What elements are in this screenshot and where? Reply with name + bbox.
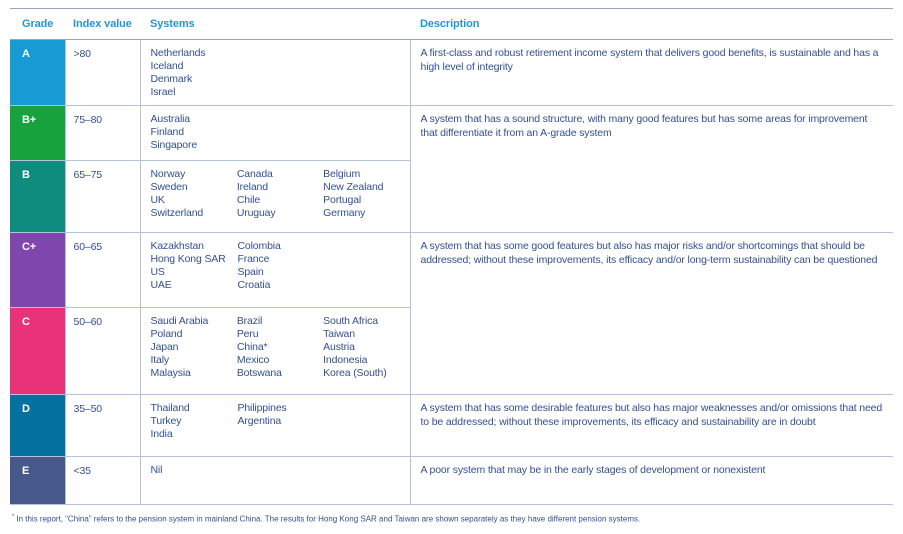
systems-column [151,315,237,380]
system-name: Malaysia [150,367,191,379]
system-name: Mexico [236,354,270,366]
grade-cell: B+ [10,106,65,161]
index-value-cell: 50–60 [65,308,140,395]
systems-column [151,402,238,441]
systems-column [237,168,323,220]
systems-column [238,402,325,441]
system-name: Switzerland [150,207,204,219]
description-cell: A system that has a sound structure, with many good features but has some areas for improvement that differentiate it from an A-grade system [410,106,893,233]
header-row [10,9,893,40]
systems-column [151,113,238,152]
system-name: Iceland [150,60,184,72]
system-name: Colombia [237,240,281,252]
grade-row-C+ [10,233,893,308]
system-name: Poland [150,328,183,340]
systems-column [238,240,325,292]
systems-column [151,464,238,477]
system-name: South Africa [323,315,378,327]
grade-row-B+ [10,106,893,161]
header-index-value: Index value [65,9,140,40]
grade-cell: B [10,161,65,233]
index-value-cell: <35 [65,457,140,505]
system-name: Argentina [237,415,282,427]
grade-cell: E [10,457,65,505]
system-name: Korea (South) [323,367,387,379]
systems-column [151,47,238,99]
systems-column [237,315,323,380]
system-name: China* [236,341,268,353]
systems-column [151,168,237,220]
system-name: Spain [237,266,264,278]
system-name: Croatia [237,279,271,291]
system-name: Turkey [150,415,182,427]
system-name: US [150,266,165,278]
system-name: Saudi Arabia [150,315,209,327]
grade-cell: D [10,395,65,457]
system-name: UK [150,194,165,206]
pension-grade-table [10,8,893,505]
systems-column [151,240,238,292]
description-cell: A poor system that may be in the early stages of development or nonexistent [410,457,893,505]
index-value-cell: 75–80 [65,106,140,161]
systems-cell [140,233,410,308]
system-name: Uruguay [236,207,276,219]
index-value-cell: 65–75 [65,161,140,233]
system-name: Thailand [150,402,190,414]
systems-cell [140,106,410,161]
grade-cell: C+ [10,233,65,308]
system-name: Denmark [150,73,193,85]
description-cell: A system that has some desirable features but also has major weaknesses and/or omissions that need to be addressed; without these improvements, its efficacy and sustainability are in doubt [410,395,893,457]
system-name: Israel [150,86,176,98]
grade-row-A [10,40,893,106]
system-name: Belgium [323,168,361,180]
system-name: Kazakhstan [150,240,204,252]
index-value-cell: 60–65 [65,233,140,308]
description-cell: A system that has some good features but also has major risks and/or shortcomings that should be addressed; without these improvements, its efficacy and/or long-term sustainability can be questioned [410,233,893,395]
footnote-text: In this report, “China” refers to the pension system in mainland China. The results for Hong Kong SAR and Taiwan are shown separately as they have different pension systems. [16,514,641,524]
system-name: Brazil [236,315,263,327]
system-name: Philippines [237,402,287,414]
system-name: Peru [236,328,259,340]
system-name: Nil [150,464,163,476]
header-grade: Grade [10,9,65,40]
system-name: France [237,253,270,265]
system-name: Austria [323,341,355,353]
system-name: Hong Kong SAR [150,253,226,265]
system-name: Portugal [323,194,362,206]
header-systems: Systems [140,9,410,40]
description-cell: A first-class and robust retirement income system that delivers good benefits, is sustainable and has a high level of integrity [410,40,893,106]
system-name: Chile [236,194,261,206]
system-name: Norway [150,168,186,180]
system-name: Botswana [236,367,282,379]
system-name: Germany [323,207,366,219]
header-description: Description [410,9,893,40]
system-name: Australia [150,113,191,125]
system-name: Finland [150,126,184,138]
systems-cell [140,40,410,106]
grade-row-E [10,457,893,505]
systems-cell [140,308,410,395]
system-name: Ireland [236,181,268,193]
system-name: Canada [236,168,273,180]
footnote-marker: * [12,514,15,520]
systems-cell [140,161,410,233]
system-name: Singapore [150,139,198,151]
system-name: Netherlands [150,47,206,59]
footnote [12,514,893,524]
system-name: Italy [150,354,170,366]
grade-cell: A [10,40,65,106]
system-name: India [150,428,173,440]
grade-row-D [10,395,893,457]
systems-column [323,315,409,380]
system-name: Indonesia [323,354,368,366]
grade-cell: C [10,308,65,395]
system-name: New Zealand [323,181,384,193]
index-value-cell: 35–50 [65,395,140,457]
system-name: UAE [150,279,172,291]
system-name: Taiwan [323,328,355,340]
systems-column [323,168,409,220]
systems-cell [140,395,410,457]
grade-table-body [10,40,893,505]
index-value-cell: >80 [65,40,140,106]
systems-cell [140,457,410,505]
system-name: Japan [150,341,179,353]
system-name: Sweden [150,181,188,193]
